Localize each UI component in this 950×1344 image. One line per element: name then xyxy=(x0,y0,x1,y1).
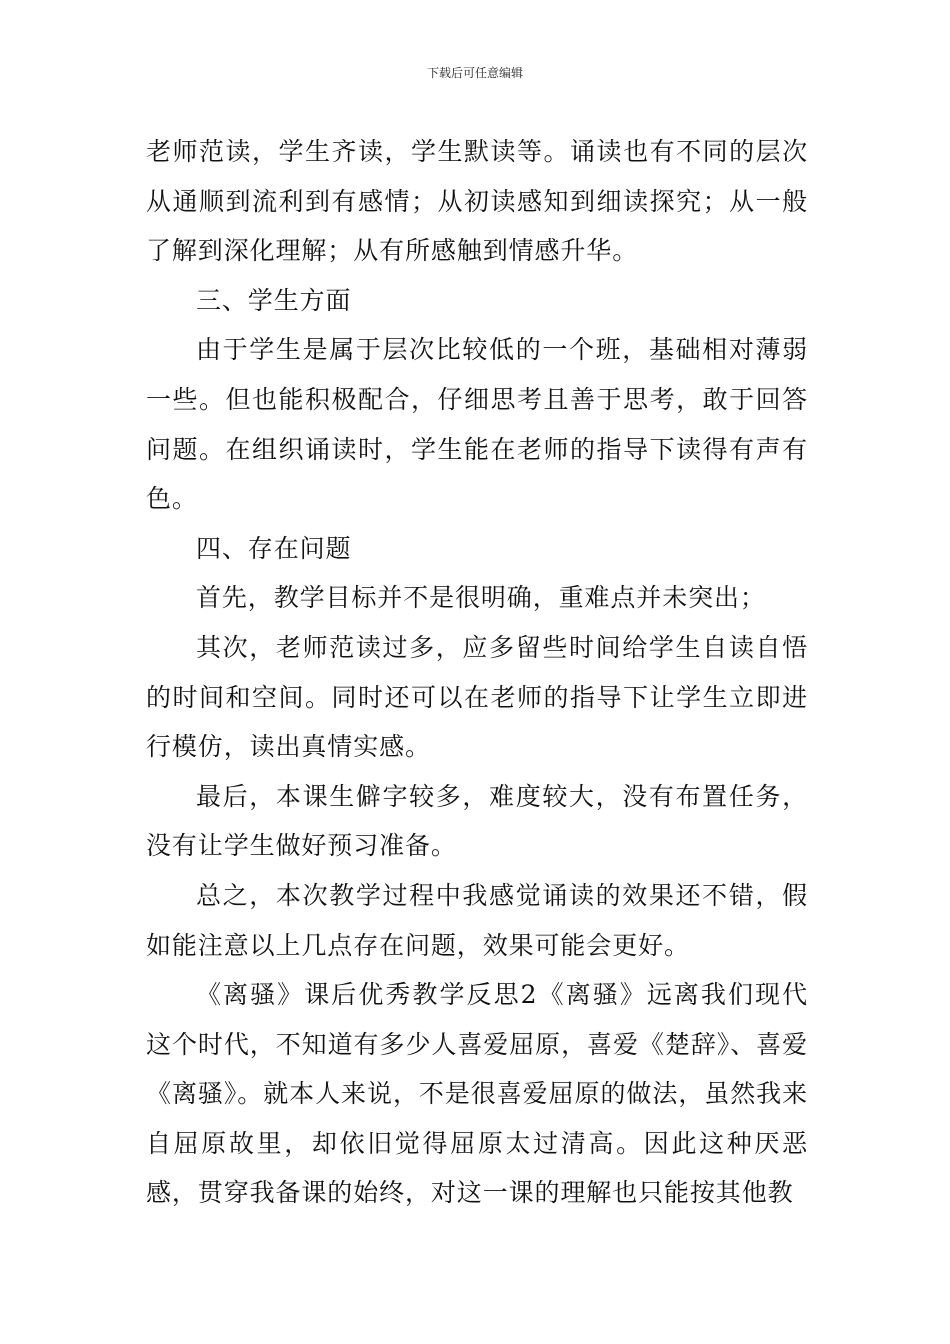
paragraph: 其次，老师范读过多，应多留些时间给学生自读自悟的时间和空间。同时还可以在老师的指导下让学生立即进行模仿，读出真情实感。 xyxy=(146,632,808,762)
paragraph: 首先，教学目标并不是很明确，重难点并未突出； xyxy=(196,583,766,613)
paragraph: 《离骚》课后优秀教学反思2《离骚》远离我们现代这个时代，不知道有多少人喜爱屈原，喜爱《楚辞》、喜爱《离骚》。就本人来说，不是很喜爱屈原的做法，虽然我来自屈原故里，却依旧觉得屈原太过清高。因此这种厌恶感，贯穿我备课的始终，对这一课的理解也只能按其他教 xyxy=(146,980,808,1208)
section-heading: 三、学生方面 xyxy=(196,285,352,315)
paragraph: 最后，本课生僻字较多，难度较大，没有布置任务，没有让学生做好预习准备。 xyxy=(146,781,808,861)
page-header: 下载后可任意编辑 xyxy=(426,66,523,80)
paragraph: 由于学生是属于层次比较低的一个班，基础相对薄弱一些。但也能积极配合，仔细思考且善于思考，敢于回答问题。在组织诵读时，学生能在老师的指导下读得有声有色。 xyxy=(146,335,808,514)
document-body xyxy=(146,127,808,1218)
paragraph: 老师范读，学生齐读，学生默读等。诵读也有不同的层次从通顺到流利到有感情；从初读感知到细读探究；从一般了解到深化理解；从有所感触到情感升华。 xyxy=(146,137,808,266)
section-heading: 四、存在问题 xyxy=(196,533,352,563)
paragraph: 总之，本次教学过程中我感觉诵读的效果还不错，假如能注意以上几点存在问题，效果可能会更好。 xyxy=(146,880,808,960)
